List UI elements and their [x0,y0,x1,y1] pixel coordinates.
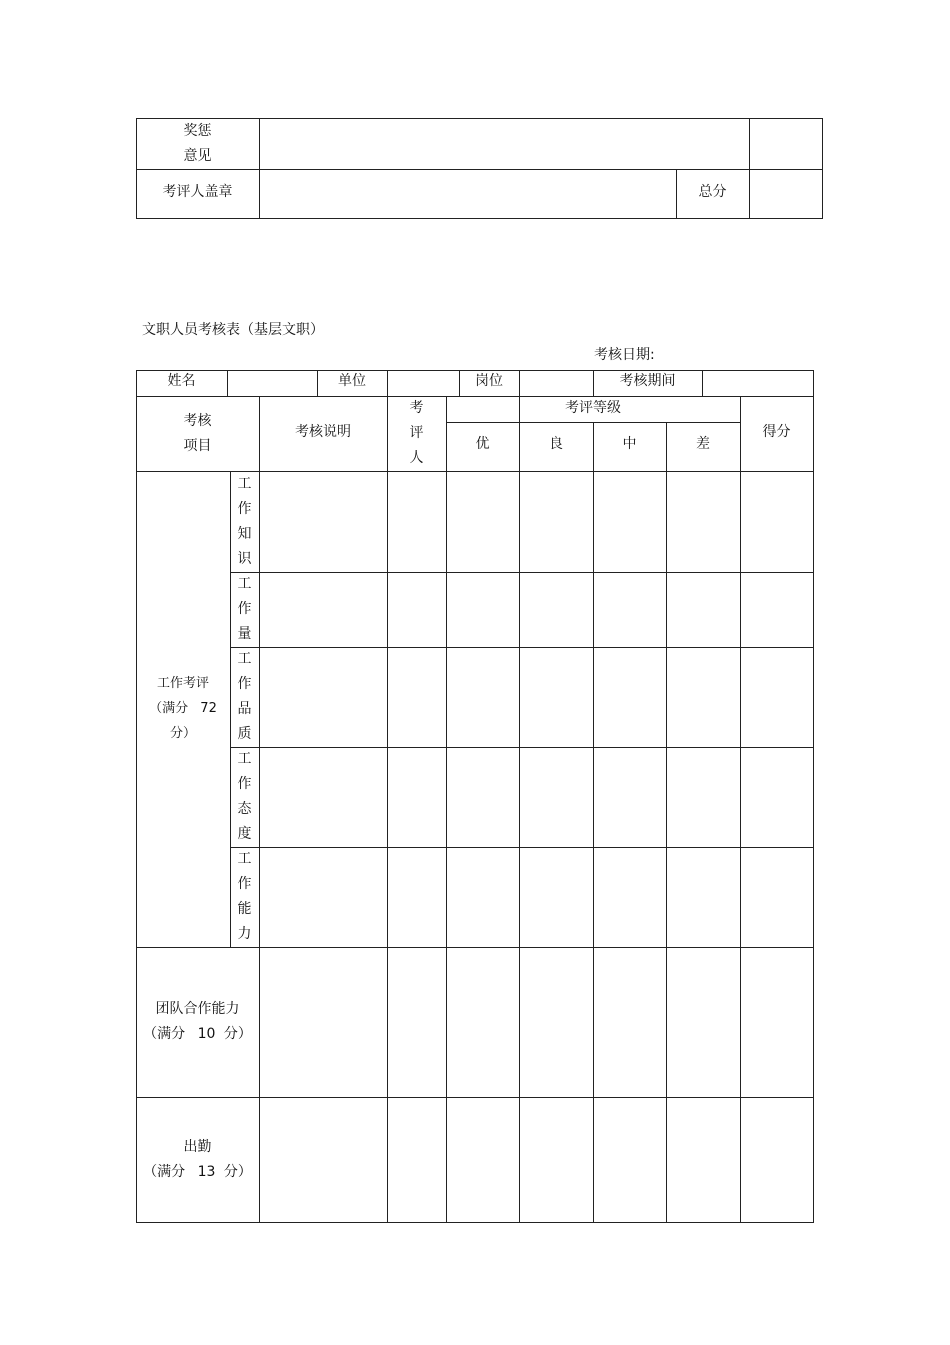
period-field[interactable] [703,371,813,396]
grade-good: 良 [549,436,563,452]
grade-poor: 差 [696,436,710,452]
sub-item-char: 量 [237,626,252,642]
sub-item-char: 工 [237,651,252,667]
name-label: 姓名 [167,373,196,389]
full-score-prefix: （满分 [143,1163,186,1180]
item-header-line1: 考核 [183,412,212,429]
reviewer-header-char: 考 [409,400,424,416]
reviewer-header-char: 评 [409,425,424,441]
sub-item-char: 作 [237,500,252,517]
form-title: 文职人员考核表（基层文职） [142,322,324,338]
reward-opinion-label [136,118,259,169]
description-header: 考核说明 [295,424,351,440]
grade-header: 考评等级 [565,400,621,416]
sub-item-workload [230,572,259,647]
grade-excellent: 优 [475,436,490,452]
teamwork-title: 团队合作能力 [155,1001,240,1017]
period-label: 考核期间 [619,373,676,389]
post-field[interactable] [520,371,593,396]
unit-label: 单位 [338,373,366,389]
work-review-title: 工作考评 [156,676,209,691]
post-label: 岗位 [475,373,503,389]
attendance-full-score [143,1160,252,1185]
sub-item-char: 工 [237,751,252,767]
name-field[interactable] [228,371,317,396]
full-score-prefix: （满分 [149,701,189,716]
full-score-points: 13 [197,1163,216,1180]
unit-field[interactable] [388,371,459,396]
sub-item-char: 力 [237,926,252,942]
total-score-label: 总分 [698,184,727,200]
full-score-suffix: 分） [223,1163,252,1180]
teamwork-label [136,947,259,1097]
full-score-suffix: 分） [223,1026,252,1042]
sub-item-char: 工 [237,851,252,867]
sub-item-char: 识 [237,550,252,567]
score-header: 得分 [762,424,791,440]
sub-item-char: 度 [237,826,252,842]
full-score-points: 10 [197,1026,216,1042]
sub-item-char: 作 [237,776,252,792]
work-review-full-score [149,696,217,721]
reward-opinion-line1: 奖惩 [183,122,212,139]
sub-item-work-attitude [230,747,259,847]
sub-item-char: 工 [237,475,252,492]
grade-average: 中 [622,436,637,452]
sub-item-work-quality [230,647,259,747]
full-score-prefix: （满分 [143,1026,186,1042]
item-header-line2: 项目 [183,437,212,454]
sub-item-char: 工 [237,576,252,592]
sub-item-char: 态 [237,801,252,817]
attendance-title: 出勤 [183,1138,212,1155]
sub-item-char: 作 [237,601,252,617]
reviewer-header [387,396,446,471]
sub-item-work-ability [230,847,259,947]
attendance-label [136,1097,259,1222]
teamwork-full-score [143,1022,252,1047]
item-header [136,396,259,471]
sub-item-char: 作 [237,876,252,892]
assessment-date-label: 考核日期: [594,347,655,363]
reward-opinion-line2: 意见 [183,147,212,164]
sub-item-char: 能 [237,901,252,917]
full-score-points: 72 [200,701,217,716]
sub-item-work-knowledge [230,471,259,572]
sub-item-char: 知 [237,525,252,542]
sub-item-char: 作 [237,676,252,692]
full-score-suffix: 分） [169,726,196,741]
sub-item-char: 品 [237,701,252,717]
work-review-label [136,671,230,746]
reviewer-seal-label: 考评人盖章 [162,184,233,200]
reviewer-header-char: 人 [409,450,424,466]
sub-item-char: 质 [237,726,252,742]
